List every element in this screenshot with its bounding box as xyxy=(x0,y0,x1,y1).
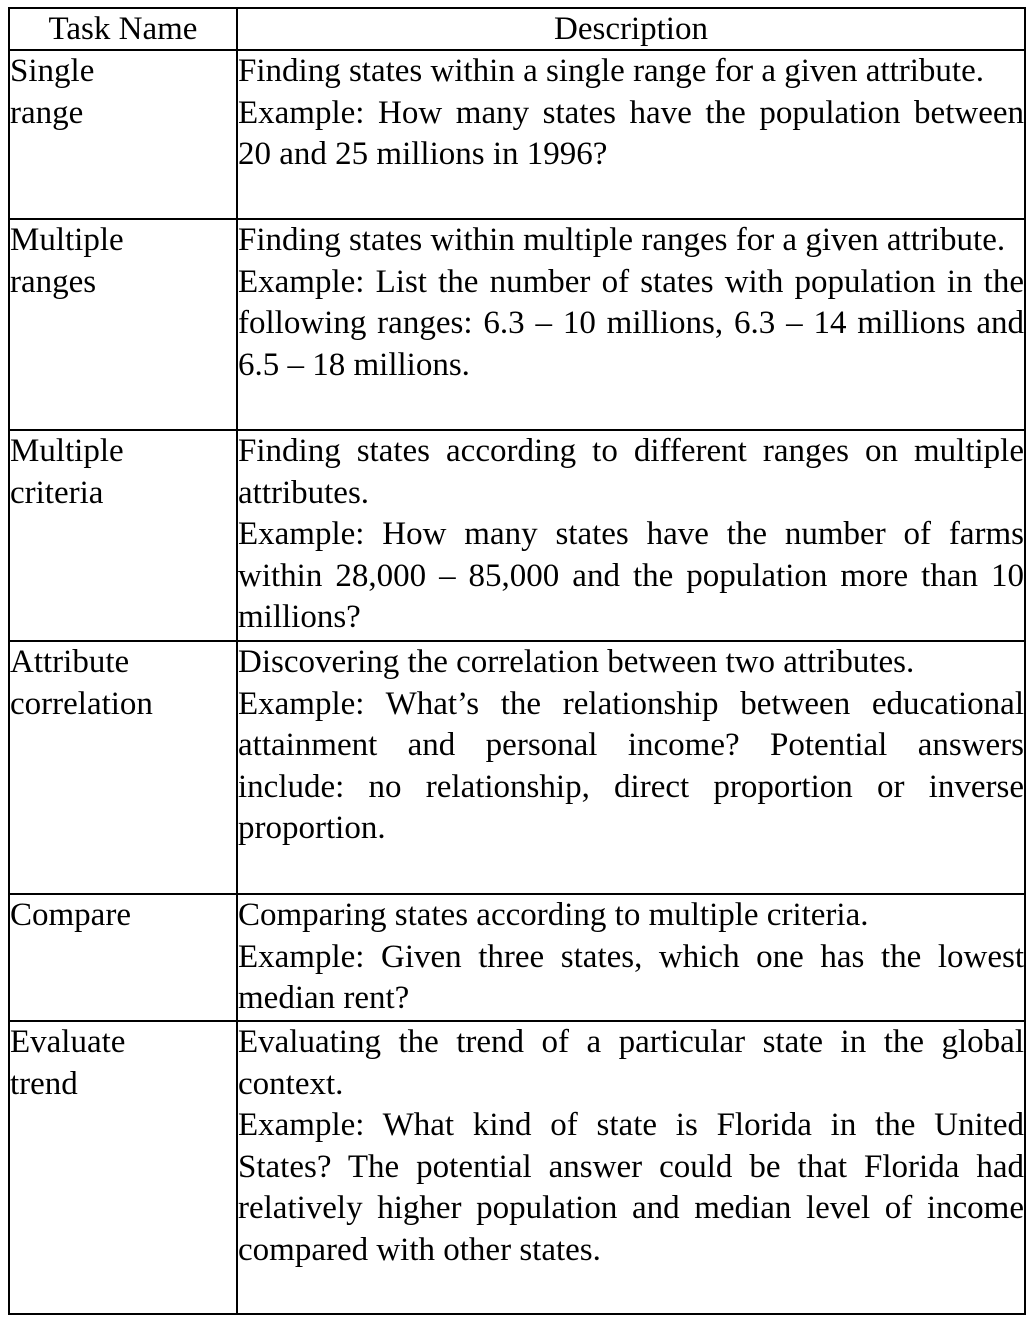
task-description: Finding states within multiple ranges for a given attribute. xyxy=(238,222,1006,258)
task-name-line: Multiple xyxy=(10,222,124,258)
table-row xyxy=(9,219,1025,430)
task-example: Example: How many states have the population between 20 and 25 millions in 1996? xyxy=(238,94,1024,172)
task-name-cell xyxy=(9,894,237,1021)
task-description: Finding states within a single range for a given attribute. xyxy=(238,53,984,89)
task-name-cell xyxy=(9,219,237,430)
task-example: Example: List the number of states with population in the following ranges: 6.3 – 10 millions, 6.3 – 14 millions and 6.5 – 18 millions. xyxy=(238,263,1024,383)
task-table xyxy=(8,7,1026,1315)
table-row xyxy=(9,894,1025,1021)
task-description-cell xyxy=(237,641,1025,894)
task-description-cell xyxy=(237,430,1025,641)
table-row xyxy=(9,50,1025,219)
task-name-line: correlation xyxy=(10,685,153,722)
task-description-cell xyxy=(237,1021,1025,1314)
task-name-line: criteria xyxy=(10,474,104,511)
task-name-line: range xyxy=(10,94,84,131)
table-row xyxy=(9,1021,1025,1314)
task-description-cell xyxy=(237,50,1025,219)
task-name-cell xyxy=(9,50,237,219)
task-description: Finding states according to different ranges on multiple attributes. xyxy=(238,433,1024,511)
task-name-cell xyxy=(9,430,237,641)
header-description: Description xyxy=(237,8,1025,50)
task-description: Evaluating the trend of a particular state in the global context. xyxy=(238,1024,1024,1102)
header-task-name: Task Name xyxy=(9,8,237,50)
table-row xyxy=(9,430,1025,641)
task-example: Example: How many states have the number of farms within 28,000 – 85,000 and the population more than 10 millions? xyxy=(238,516,1024,635)
task-name-line: Compare xyxy=(10,897,131,933)
task-example: Example: What kind of state is Florida in the United States? The potential answer could be that Florida had relatively higher population and median level of income compared with other states. xyxy=(238,1107,1024,1268)
task-name-line: Attribute xyxy=(10,644,130,680)
task-description: Discovering the correlation between two attributes. xyxy=(238,644,915,680)
table-row xyxy=(9,641,1025,894)
task-name-line: trend xyxy=(10,1065,78,1102)
task-name-line: Evaluate xyxy=(10,1024,126,1060)
task-description-cell xyxy=(237,894,1025,1021)
task-name-line: ranges xyxy=(10,263,97,300)
task-description-cell xyxy=(237,219,1025,430)
task-description: Comparing states according to multiple criteria. xyxy=(238,897,869,933)
task-example: Example: What’s the relationship between educational attainment and personal income? Potential answers include: no relationship, direct proportion or inverse proportion. xyxy=(238,685,1024,846)
task-name-cell xyxy=(9,641,237,894)
header-row xyxy=(9,8,1025,50)
task-name-line: Single xyxy=(10,53,95,89)
task-name-cell xyxy=(9,1021,237,1314)
task-example: Example: Given three states, which one has the lowest median rent? xyxy=(238,938,1024,1016)
task-name-line: Multiple xyxy=(10,433,124,469)
